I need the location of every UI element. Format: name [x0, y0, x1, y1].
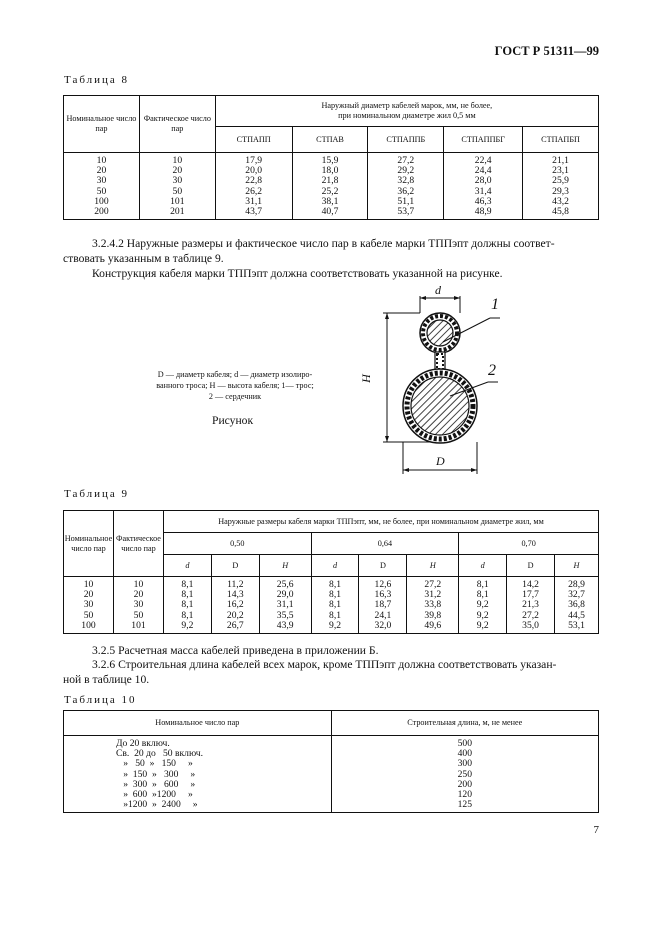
t10-head-pairs: Номинальное число пар [64, 711, 332, 736]
callout-label-2: 2 [488, 362, 496, 379]
t9-sub-H: H [555, 555, 599, 577]
table-9 [63, 510, 599, 634]
t8-brand: СТПАПБП [523, 127, 599, 153]
callout-label-1: 1 [491, 296, 499, 313]
t9-sub-d: d [459, 555, 507, 577]
t8-head-nominal: Номинальное число пар [66, 114, 137, 133]
t10-col-ranges: До 20 включ. Св. 20 до 50 включ. » 50 » 150 » » 150 » 300 » » 300 » 600 » » 600 »1200 » »1200 » 2400 » [64, 736, 332, 813]
t9-col-values: 8,1 8,1 9,2 9,2 9,2 [459, 577, 507, 634]
cable-cross-section-figure [365, 278, 525, 478]
t8-head-actual: Фактическое число пар [143, 114, 211, 133]
t9-col-values: 14,2 17,7 21,3 27,2 35,0 [507, 577, 555, 634]
para-3242-line2: ствовать указанным в таблице 9. [63, 252, 224, 265]
t8-col-values: 22,4 24,4 28,0 31,4 46,3 48,9 [444, 153, 523, 220]
page-number: 7 [593, 824, 599, 836]
t9-head-group: Наружные размеры кабеля марки ТППэпт, мм, не более, при номинальном диаметре жил, мм [218, 516, 544, 526]
t9-col-values: 25,6 29,0 31,1 35,5 43,9 [259, 577, 311, 634]
t9-sub-d: d [163, 555, 211, 577]
t9-col-values: 11,2 14,3 16,2 20,2 26,7 [211, 577, 259, 634]
t9-col-values: 27,2 31,2 33,8 39,8 49,6 [407, 577, 459, 634]
dim-label-d: d [435, 283, 441, 297]
t8-brand: СТПАППБ [368, 127, 444, 153]
t9-diameter: 0,70 [459, 533, 599, 555]
para-325: 3.2.5 Расчетная масса кабелей приведена в приложении Б. [92, 644, 379, 657]
t9-col-values: 8,1 8,1 8,1 8,1 9,2 [163, 577, 211, 634]
t8-brand: СТПАВ [292, 127, 368, 153]
t9-col-values: 12,6 16,3 18,7 24,1 32,0 [359, 577, 407, 634]
t10-head-length: Строительная длина, м, не менее [331, 711, 598, 736]
para-326-line1: 3.2.6 Строительная длина кабелей всех марок, кроме ТППэпт должна соответствовать указан- [92, 658, 557, 671]
t8-col-values: 17,9 20,0 22,8 26,2 31,1 43,7 [215, 153, 292, 220]
t9-col-values: 8,1 8,1 8,1 8,1 9,2 [311, 577, 359, 634]
t8-col-actual: 10 20 30 50 101 201 [139, 153, 215, 220]
table-9-caption: Таблица 9 [64, 488, 130, 500]
dim-label-D: D [436, 454, 445, 468]
para-326-line2: ной в таблице 10. [63, 673, 150, 686]
t8-head-group-2: при номинальном диаметре жил 0,5 мм [338, 111, 476, 120]
para-3242-line3: Конструкция кабеля марки ТППэпт должна соответствовать указанной на рисунке. [92, 267, 503, 280]
table-8-caption: Таблица 8 [64, 74, 130, 86]
t9-col-nominal: 10 20 30 50 100 [64, 577, 114, 634]
t9-col-actual: 10 20 30 50 101 [113, 577, 163, 634]
standard-header: ГОСТ Р 51311—99 [494, 44, 599, 58]
dim-label-H: H [358, 374, 373, 383]
table-10 [63, 710, 599, 813]
t9-diameter: 0,64 [311, 533, 459, 555]
t9-diameter: 0,50 [163, 533, 311, 555]
t8-brand: СТПАПП [215, 127, 292, 153]
figure-caption: Рисунок [212, 414, 254, 427]
t9-col-values: 28,9 32,7 36,8 44,5 53,1 [555, 577, 599, 634]
t9-sub-D: D [507, 555, 555, 577]
table-10-caption: Таблица 10 [64, 694, 137, 706]
t9-sub-D: D [211, 555, 259, 577]
t9-head-actual: Фактическое число пар [116, 533, 161, 553]
t8-col-nominal: 10 20 30 50 100 200 [64, 153, 140, 220]
t9-sub-D: D [359, 555, 407, 577]
t9-sub-H: H [407, 555, 459, 577]
t8-brand: СТПАППБГ [444, 127, 523, 153]
t8-col-values: 21,1 23,1 25,9 29,3 43,2 45,8 [523, 153, 599, 220]
t9-sub-H: H [259, 555, 311, 577]
t8-head-group-1: Наружный диаметр кабелей марок, мм, не более, [321, 101, 493, 110]
figure-legend: D — диаметр кабеля; d — диаметр изолиро- ванного троса; H — высота кабеля; 1— трос; 2 — сердечник [156, 370, 314, 401]
table-8 [63, 95, 599, 220]
t9-head-nominal: Номинальное число пар [64, 533, 113, 553]
para-3242-line1: 3.2.4.2 Наружные размеры и фактическое число пар в кабеле марки ТППэпт должны соответ- [92, 237, 555, 250]
t8-col-values: 15,9 18,0 21,8 25,2 38,1 40,7 [292, 153, 368, 220]
t10-col-lengths: 500 400 300 250 200 120 125 [331, 736, 598, 813]
t9-sub-d: d [311, 555, 359, 577]
t8-col-values: 27,2 29,2 32,8 36,2 51,1 53,7 [368, 153, 444, 220]
